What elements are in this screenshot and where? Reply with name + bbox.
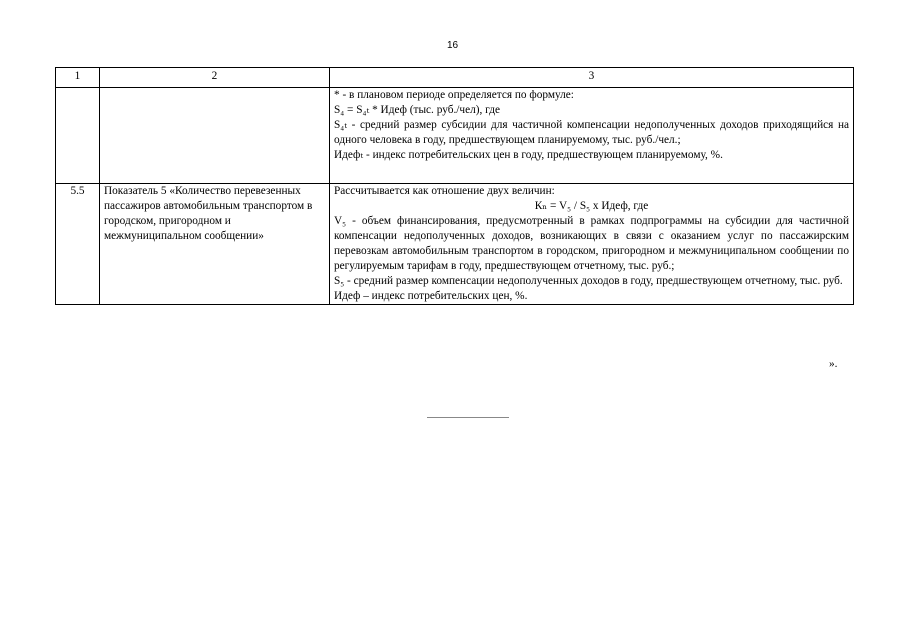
header-cell-2: 2: [100, 68, 330, 88]
formula-intro-text: * - в плановом периоде определяется по формуле:: [334, 89, 574, 101]
formula-s4-text: S₄ = S₄ₜ * Идеф (тыс. руб./чел), где: [334, 104, 500, 116]
calculation-intro-text: Рассчитывается как отношение двух величин:: [334, 185, 555, 197]
indicator-name-cell: Показатель 5 «Количество перевезенных пассажиров автомобильным транспортом в городском, пригородном и межмуниципальном сообщении»: [100, 184, 330, 305]
header-cell-3: 3: [330, 68, 854, 88]
table-row-5-5: [56, 184, 854, 305]
indicator-name-cell: [100, 88, 330, 184]
header-cell-1: 1: [56, 68, 100, 88]
closing-quote-mark: ».: [829, 358, 838, 370]
footnote-divider: [427, 417, 509, 418]
v5-definition-text: V₅ - объем финансирования, предусмотренный в рамках подпрограммы на субсидии для частичной компенсации недополученных доходов, возникающих в связи с оказанием услуг по пассажирским перевозкам автомобильным транспортом в городском, пригородном и межмуниципальном сообщении по регулируемым тарифам в году, предшествующем отчетному, тыс. руб.;: [334, 215, 849, 272]
row-number-cell: [56, 88, 100, 184]
s4t-definition-text: S₄ₜ - средний размер субсидии для частичной компенсации недополученных доходов приходящийся на одного человека в году, предшествующем планируемому, тыс. руб./чел.;: [334, 119, 849, 146]
calculation-method-cell: [330, 184, 854, 305]
table-row-continuation: [56, 88, 854, 184]
indicator-table: [55, 67, 854, 305]
idef-definition-text: Идеф – индекс потребительских цен, %.: [334, 290, 528, 302]
row-number-cell: 5.5: [56, 184, 100, 305]
idef-t-definition-text: Идефₜ - индекс потребительских цен в году, предшествующем планируемому, %.: [334, 149, 723, 161]
s5-definition-text: S₅ - средний размер компенсации недополученных доходов в году, предшествующем отчетному, тыс. руб.: [334, 275, 843, 287]
table-header-row: [56, 68, 854, 88]
calculation-method-cell: [330, 88, 854, 184]
formula-kn-text: Кₙ = V₅ / S₅ x Идеф, где: [534, 200, 649, 212]
page-number: 16: [446, 40, 459, 51]
